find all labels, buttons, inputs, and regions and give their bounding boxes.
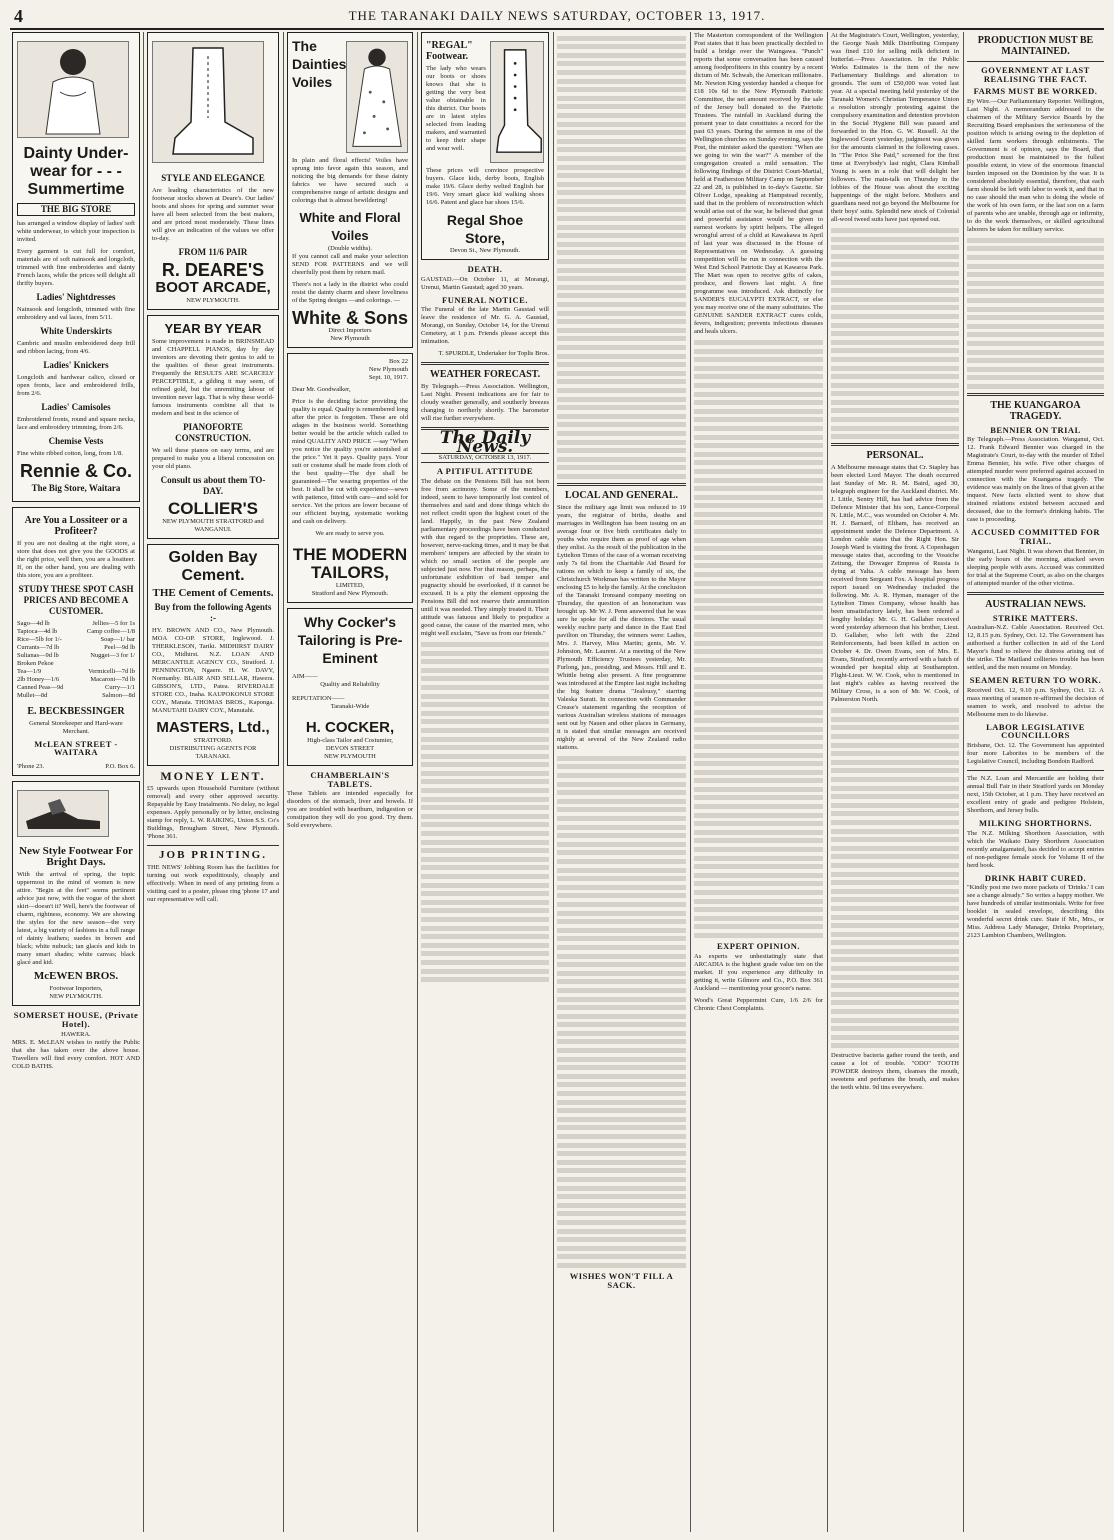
rennie-intro: has arranged a window display of ladies' soft white underwear, to which your inspection is invited. xyxy=(17,219,135,243)
price-item: Rice—5lb for 1/- xyxy=(17,635,62,643)
shoe-illustration xyxy=(17,790,109,837)
regal-store-name: Regal Shoe Store, xyxy=(446,212,524,246)
somerset-title: SOMERSET HOUSE, (Private Hotel). xyxy=(13,1010,139,1029)
local-general-heading: LOCAL AND GENERAL. xyxy=(564,489,679,501)
style-text: Are leading characteristics of the new footwear stocks shown at Deare's. Our ladies' boots and shoes for spring and summer wear have all been selected from the best makers, and are priced most moderately. These lines will give an indication of the values we offer to-day. xyxy=(152,186,274,242)
price-row xyxy=(17,636,135,644)
labor-text: Brisbane, Oct. 12. The Government has appointed four more Laborites to be members of the Legislative Council, including Bondoin Radford. xyxy=(967,742,1104,766)
column-rule xyxy=(553,32,554,1532)
colliers-location: NEW PLYMOUTH STRATFORD and WANGANUI. xyxy=(162,517,264,533)
weather-heading: WEATHER FORECAST. xyxy=(429,369,541,381)
seamen-heading: SEAMEN RETURN TO WORK. xyxy=(969,675,1102,686)
article-continuation xyxy=(831,708,959,1048)
article-continuation xyxy=(831,228,959,439)
article-continuation xyxy=(421,642,549,982)
regal-text: The lady who wears our boots or shoes knows that she is getting the very best value obtainable in this district. Our boots are in latest styles selected from leading makers, and warranted to keep their shape and wear well. xyxy=(426,65,486,152)
mcewen-name: McEWEN BROS. xyxy=(33,970,119,983)
voiles-text: In plain and floral effects! Voiles have sprung into favor again this season, and noticing the big demands for these dainty fabrics we have secured such a comprehensive range of artistic designs and colorings that is almost bewildering! xyxy=(292,157,408,204)
column-rule xyxy=(143,32,144,1532)
rennie-ad xyxy=(12,32,140,502)
personal-heading: PERSONAL. xyxy=(866,450,924,462)
column-2 xyxy=(147,32,279,1532)
rennie-intro-2: Every garment is cut full for comfort, materials are of soft nainsook and longcloth, trimmed with fine embroideries and dainty French laces, while the prices will delight all thrifty buyers. xyxy=(17,247,135,287)
death-heading: DEATH. xyxy=(467,264,503,274)
price-item: Peel—9d lb xyxy=(104,643,135,651)
price-row xyxy=(17,644,135,652)
underskirts-text: Cambric and muslin embroidered deep frill and ribbon lacing, from 4/6. xyxy=(17,339,135,355)
personal-text: A Melbourne message states that Cr. Stapley has been elected Lord Mayor. The death occurred last Sunday of Mr. R. M. Baird, aged 30, telegraph engineer for the Auckland district. Mr. J. Little, Sentry Hill, has had advice from the Defence Minister that his son, Lance-Corporal N. Little, M.C., was wounded on October 4. Mr. H. J. Barnard, of Eltham, has received an appointment under the Defence Department. A London cable states that the Right Hon. Sir Joseph Ward is visiting the front. A Copenhagen message states that, according to the Vossiche Zeitung, the Dowager Empress of Russia is dying at Yalta. A cable message has been received from Sergeant Fox. A hospital progress report issued on Wednesday included the following. Mr. A. R. Hyman, manager of the Lyttelton Times Company, whose health has been unsatisfactory lately, has been ordered a lengthy holiday. Mr. G. H. Gallaher received word yesterday afternoon that his brother, Lieut. D. Gallaher, who left with the 22nd Reinforcements, had been killed in action on October 4. Dr. Owen Evans, son of Mrs. E. Evans, Stratford, recently arrived with a batch of wounded per hospital ship at Southampton. Flight-Lieut. W. W. Cook, who is mentioned in last night's cables as having received the Military Cross, is a son of Mr. W. Cook, of Palmerston North. xyxy=(831,464,959,704)
price-item: Sultanas—9d lb xyxy=(17,651,59,659)
price-item: Currants—7d lb xyxy=(17,643,60,651)
masthead: THE TARANAKI DAILY NEWS SATURDAY, OCTOBER 13, 1917. xyxy=(348,8,766,23)
col6-text: The Masterton correspondent of the Wellington Post states that it has been practically decided to build a bridge over the Waingawa. "Punch" reports that some conversation has been caused among foodprofiteers in this country by a recent dictum of Mr. Schwab, the American millionaire. Mr. Newton King yesterday handed a cheque for £18 10s 6d to the New Plymouth Patriotic Committee, the net amount received by the sale of the Jersey bull donated to the Patriotic Trustees. The rainfall in Auckland during the present year to date constitutes a record for the past 63 years. During the sermon in one of the Wellington churches on Sunday evening, says the Post, the minister asked the question: "When are we going to win the war?" A member of the congregation created a mild sensation. The following findings of the District Court-Martial, held at Featherston Military Camp on September 22 and 28, is published in to-day's Gazette. Sir Oliver Lodge, speaking at Hampstead recently, said that in the problem of reconstruction which would arise out of the war, he believed that great and powerful assistance would be given to earnest workers by spirit helpers. The alleged wrongful arrest of a child at Kawakawa in April of last year was discussed in the House of Representatives on Wednesday. A guessing competition will be run in connection with the West End School Patriotic Day at Kawaroa Park. The Mart was open to receive gifts of cakes, produce, and flowers last night. A fine programme was introduced. Ask distinctly for SANDER'S EUCALYPTI EXTRACT, or else you may receive one of the many substitutes. The GENUINE SANDER EXTRACT cures colds, fevers, indigestion; prevents infectious diseases and heals ulcers. xyxy=(694,32,823,335)
price-item: Vermicelli—7d lb xyxy=(88,667,135,675)
price-item: Sago—4d lb xyxy=(17,619,50,627)
letter-date: Sept. 10, 1917. xyxy=(368,374,408,381)
money-lent-title: MONEY LENT. xyxy=(160,768,266,783)
modern-tailors-limited: LIMITED, xyxy=(335,582,365,589)
price-item: Camp coffee—1/8 xyxy=(86,627,135,635)
milking-text: The N.Z. Milking Shorthorn Association, with which the Waikato Dairy Shorthorn Association recently amalgamated, has decided to accept entries of non-pedigree female stock for Volume II of the herd book. xyxy=(967,829,1104,869)
chamberlain-text: These Tablets are intended especially for disorders of the stomach, liver and bowels. If you are troubled with heartburn, indigestion or constipation they will do you good. Try them. Sold everywhere. xyxy=(287,790,413,830)
consult-heading: Consult us about them TO-DAY. xyxy=(160,474,266,496)
beckbessinger-address: McLEAN STREET - WAITARA xyxy=(34,738,118,758)
page-number: 4 xyxy=(14,6,23,26)
cocker-name: H. COCKER, xyxy=(305,719,395,736)
price-row xyxy=(17,676,135,684)
column-rule xyxy=(283,32,284,1532)
rennie-sub: The Big Store, Waitara xyxy=(31,482,121,493)
bennier-text: By Telegraph.—Press Association. Wanganui, Oct. 12. Frank Edward Bennier was charged in the Magistrate's Court, to-day with the murder of Ethel Emma Bennier, his wife. Five other charges of attempted murder were preferred against accused in connection with the Kuangaroa tragedy. The evidence was mainly on the lines of that given at the inquest. New facts elicited went to show that strained relations existed between accused and deceased, due to the former's drinking habits. The case is proceeding. xyxy=(967,436,1104,524)
lady-illustration xyxy=(17,41,129,138)
voiles-text-2: If you cannot call and make your selection SEND FOR PATTERNS and we will cheerfully post them by return mail. xyxy=(292,253,408,276)
regal-store-location: Devon St., New Plymouth. xyxy=(449,247,521,254)
price-item: 2lb Honey—1/6 xyxy=(17,675,60,683)
big-store-label: THE BIG STORE xyxy=(17,203,135,216)
column-rule xyxy=(963,32,964,1532)
price-row xyxy=(17,660,135,668)
column-rule xyxy=(827,32,828,1532)
regal-title: "REGAL" Footwear. xyxy=(426,40,473,62)
article-continuation xyxy=(557,756,686,1268)
knickers-heading: Ladies' Knickers xyxy=(43,359,109,370)
year-title: YEAR BY YEAR xyxy=(164,320,262,336)
article-continuation xyxy=(694,340,823,938)
reputation-label: REPUTATION—— xyxy=(292,695,345,702)
pitiful-heading: A PITIFUL ATTITUDE xyxy=(436,466,534,477)
funeral-signature: T. SPURDLE, Undertaker for Toplis Bros. xyxy=(438,350,549,358)
deare-location: NEW PLYMOUTH. xyxy=(186,296,240,304)
farms-heading: FARMS MUST BE WORKED. xyxy=(973,86,1098,97)
drink-heading: DRINK HABIT CURED. xyxy=(984,872,1087,883)
beckbessinger-ad xyxy=(12,507,140,776)
nightdresses-heading: Ladies' Nightdresses xyxy=(36,291,116,302)
voile-dress-illustration xyxy=(346,41,408,153)
daily-news-title: The Daily News. xyxy=(439,428,531,457)
regal-ad xyxy=(421,32,549,260)
lossiteer-text: If you are not dealing at the right store, a store that does not give you the GOODS at the right price, well then, you are a lossiteer. If, on the other hand, you are dealing with this store, you are a profiteer. xyxy=(17,539,135,579)
local-general-text: Since the military age limit was reduced to 19 years, the registrar of births, deaths and marriages in Wellington has been issuing on an average four or five birth certificates daily to youths who require them as proof of age when they enlist. As the result of the publication in the Lyttelton Times of the case of a woman receiving only 7s 6d from the Charitable Aid Board for rations on which to keep a family of six, the Christchurch Workman has written to the Mayor enclosing £5 to help the family. At the conclusion of the Taranaki Ironsand company meeting on Thursday, the question of an honorarium was brought up. Mr W. J. Penn answered that he was sure he spoke for all the directors. The usual weekly euchre party and dance in the East End pavilion on Thursday, the winners were: Ladies, Mrs. J. Harvey, Miss Martin; gents, Mr. V. Johnston, Mr. Laurent. At a meeting of the New Plymouth Efficiency Trustees yesterday, Mr. Furlong, jun., presiding, and Messrs. Hill and E. Whittle being also present. A fine programme was introduced at the Empire last night including the big feature drama "Jealousy," starring Valeska Suratt. In connection with Commander Crease's statement regarding the reception of various Australian wireless stations of messages sent out by Nauen and other places in Germany, it is stated that similar messages are received nightly at several of the New Zealand radio stations. xyxy=(557,503,686,751)
from-price: FROM 11/6 PAIR xyxy=(178,246,248,257)
pitiful-text: The debate on the Pensions Bill has not been free from acrimony. Some of the members, indeed, seem to have temporarily lost control of themselves and said and done things which do not reflect credit upon the highest court of the land. Happily, in the past New Zealand parliamentary proceedings have been conducted with due regard to the proprieties. These are, however, nerve-racking times, and it may be that members' tempers are affected by the strain to which no small section of the people are subjected just now. For that reason, perhaps, the unfortunate exhibition of bad temper and pugnacity should be overlooked, if it cannot be excused. It is a pity the element opposing the Pensions Bill did not reserve their ammunition until it was needed. They simply treated it. Their attitude was fatuous and likely to prejudice a good cause, the cause of the married men, who might well exclaim, "Save us from our friends." xyxy=(421,477,549,637)
strike-heading: STRIKE MATTERS. xyxy=(992,612,1079,623)
underskirts-heading: White Underskirts xyxy=(40,325,112,336)
modern-tailors-ad xyxy=(287,353,413,603)
labor-heading: LABOR LEGISLATIVE COUNCILLORS xyxy=(986,721,1085,741)
cocker-ad xyxy=(287,608,413,766)
article-continuation xyxy=(557,36,686,479)
voiles-title: The Daintiest Voiles xyxy=(292,38,352,90)
column-6 xyxy=(694,32,823,1532)
buy-from: Buy from the following Agents :- xyxy=(154,601,272,623)
deare-name: R. DEARE'S xyxy=(161,259,265,280)
somerset-location: HAWERA. xyxy=(61,1030,91,1038)
price-item: Macaroni—7d lb xyxy=(90,675,135,683)
letter-location: New Plymouth xyxy=(368,366,408,373)
price-row xyxy=(17,652,135,660)
masters-name: MASTERS, Ltd., xyxy=(156,718,270,736)
beckbessinger-name: E. BECKBESSINGER xyxy=(27,705,125,717)
masters-location: STRATFORD. xyxy=(193,736,233,744)
camisoles-text: Embroidered fronts, round and square necks, lace and embroidery trimming, from 2/6. xyxy=(17,415,135,431)
camisoles-heading: Ladies' Camisoles xyxy=(41,401,111,412)
dainty-title: Dainty Under-wear for - - - Summertime xyxy=(23,144,129,198)
agents-list: HY. BROWN AND CO., New Plymouth. MOA CO-OP. STORE, Inglewood. J. THERKLESON, Tariki. MIDHIRST DAIRY CO., Midhirst. N.Z. LOAN AND MERCANTILE AGENCY CO., Stratford. J. PENNINGTON, Ngaere. H. W. DAVY, Normanby. BLAIR AND SELLAR, Hawera. GIBSON'S, LTD., Patea. RIVERDALE STORE CO., Inaha. KAUPOKONUI STORE COY., Manaia. THOMAS BROS., Kaponga. MANUTAHI DAIRY COY., Manutahi. xyxy=(152,626,274,714)
pianoforte-heading: PIANOFORTE CONSTRUCTION. xyxy=(175,421,251,443)
mcewen-ad xyxy=(12,781,140,1007)
lossiteer-title: Are You a Lossiteer or a Profiteer? xyxy=(24,514,128,537)
knickers-text: Longcloth and hardwear calico, closed or open fronts, lace and embroidered frills, from 2/6. xyxy=(17,373,135,397)
masters-sub: DISTRIBUTING AGENTS FOR TARANAKI. xyxy=(169,744,257,760)
column-8 xyxy=(967,32,1104,1532)
modern-tailors-location: Stratford and New Plymouth. xyxy=(311,590,389,597)
price-row xyxy=(17,684,135,692)
price-row xyxy=(17,620,135,628)
aim-label: AIM—— xyxy=(292,673,318,680)
colliers-ad xyxy=(147,315,279,539)
bennier-heading: BENNIER ON TRIAL xyxy=(990,424,1081,435)
column-rule xyxy=(690,32,691,1532)
style-title: STYLE AND ELEGANCE xyxy=(161,172,265,183)
column-5 xyxy=(557,32,686,1532)
mcewen-sub: Footwear Importers, xyxy=(49,985,103,993)
double-widths: (Double widths). xyxy=(327,245,373,252)
footwear-text: With the arrival of spring, the topic uppermost in the mind of women is new attire. "Begin at the feet" seems pertinent advice just now, with the vogue of the short skirt—doesn't it? Well, here's the footwear of charm, rightness, economy. We are showing the styles for the new season—the very latest, a big variety of fashions in a full range of dainty leathers; suedes in brown and black; white nubuck; tan glacés and kids in many smart shades; white canvas; black glacé and kid. xyxy=(17,871,135,967)
letter-salutation: Dear Mr. Goodwalker, xyxy=(292,386,351,393)
accused-text: Wanganui, Last Night. It was shown that Bennier, in the early hours of the morning, attacked seven sleeping people with axes. Accused was committed for trial at the Supreme Court, as also on the charges of attempted murder of the other victims. xyxy=(967,547,1104,587)
cement-of-cements: THE Cement of Cements. xyxy=(152,586,274,599)
chemise-text: Fine white ribbed cotton, long, from 1/8. xyxy=(17,449,123,457)
letter-close: We are ready to serve you. xyxy=(315,530,385,537)
price-item: Jellies—5 for 1s xyxy=(92,619,135,627)
price-item: Tea—1/9 xyxy=(17,667,42,675)
study-heading: STUDY THESE SPOT CASH PRICES AND BECOME A CUSTOMER. xyxy=(18,583,134,616)
rennie-name: Rennie & Co. xyxy=(19,460,132,481)
cocker-sub: High-class Tailor and Costumier, xyxy=(307,737,393,744)
deare-ad xyxy=(147,32,279,310)
masters-ad xyxy=(147,544,279,766)
chamberlain-title: CHAMBERLAIN'S TABLETS. xyxy=(310,770,390,789)
weather-text: By Telegraph.—Press Association. Wellington, Last Night. Present indications are for fair to cloudy weather generally, and southerly breezes changing to northerly shortly. The barometer will rise further everywhere. xyxy=(421,383,549,423)
job-printing-text: THE NEWS' Jobbing Room has the facilities for turning out work expeditiously, cheaply and effectively. When in need of any printing from a visiting card to a poster, please ring 'phone 17 and our representative will call. xyxy=(147,863,279,903)
funeral-text: The Funeral of the late Martin Gaustad will leave the residence of Mr. G. A. Gaustad, Morangi, on Sunday, October 14, for the Urenui Cemetery, at 1 p.m. Friends please accept this intimation. xyxy=(421,306,549,346)
letter-box: Box 22 xyxy=(389,358,408,365)
price-item: Canned Peas—9d xyxy=(17,683,64,691)
beckbessinger-phone: 'Phone 23. xyxy=(17,762,45,770)
date-line: SATURDAY, OCTOBER 13, 1917. xyxy=(421,453,549,463)
column-1 xyxy=(12,32,140,1532)
page-header xyxy=(10,6,1104,30)
nz-loan-text: The N.Z. Loan and Mercantile are holding their annual Bull Fair in their Stratford yards on Monday next, 15th October, at 1 p.m. They have received an excellent entry of grade and pedigree Holstein, Shorthorn, and Jersey bulls. xyxy=(967,775,1104,815)
australian-heading: AUSTRALIAN NEWS. xyxy=(985,598,1086,610)
death-text: GAUSTAD.—On October 11, at Morangi, Urenui, Martin Gaustad; aged 30 years. xyxy=(421,275,549,291)
year-text-2: We sell these pianos on easy terms, and are prepared to make you a liberal concession on your old piano. xyxy=(152,446,274,470)
accused-heading: ACCUSED COMMITTED FOR TRIAL. xyxy=(970,527,1101,547)
funeral-heading: FUNERAL NOTICE. xyxy=(442,294,528,305)
price-list xyxy=(17,620,135,700)
production-heading: PRODUCTION MUST BE MAINTAINED. xyxy=(977,35,1094,57)
price-item: Tapioca—4d lb xyxy=(17,627,58,635)
production-text: By Wire.—Our Parliamentary Reporter. Wellington, Last Night. A memorandum addressed to the chairmen of the Military Service Boards by the Recruiting Board emphasises the seriousness of the position which is arising owing to the depletion of skilled farm workers through enlistments. The Government is of opinion, says the Board, that production must be maintained to the fullest possible extent, in view of the enormous financial burden imposed on the Dominion by the war. It is considered absolutely essential, therefore, that each farm should be left with labor to work it, and that in no case should the man who is doing the whole of the work of his own farm, or the last son on a farm of parents who are unable, through age or infirmity, to do the work themselves, or skilled agricultural laborers be taken for military service. xyxy=(967,97,1104,233)
job-printing-title: JOB PRINTING. xyxy=(159,848,267,861)
column-3 xyxy=(287,32,413,1532)
strike-text: Australian-N.Z. Cable Association. Received Oct. 12, 8.15 p.m. Sydney, Oct. 12. The Government has authorised a further collection in aid of the Lord Mayor's fund to relieve the distress arising out of the strike. The Maitland collieries trouble has been settled, and the men resume on Monday. xyxy=(967,624,1104,672)
col7-text: At the Magistrate's Court, Wellington, yesterday, the George Nash Milk Distributing Company was fined £10 for selling milk deficient in butterfat.—Press Association. In the Public Works Estimates is the item of the new Parliamentary Buildings and alteration to grounds. The sum of £50,000 was voted last year. At a special meeting held yesterday of the Taranaki Women's Christian Temperance Union a resolution strongly protesting against the compulsory examination and detention provision in the Social Hygiene Bill was passed and forwarded to the Hon. G. W. Russell. At the Inglewood Court yesterday, judgment was given for the amounts claimed in the following cases. In "The Price She Paid," screened for the first time at Everybody's last night, Clara Kimball Young is seen in a role that will delight her followers. The main-talk on Thursday in the lobbies of the House was about the exciting happenings of the night before. Mothers and guardians need not go beyond the Melbourne for their boys' suits. Splendid new stock of Colonial all-wool tweed suits have just opened out. xyxy=(831,32,959,223)
letter-text: Price is the deciding factor providing the quality is equal. Quality is remembered long after the price is forgotten. These are old adages in the business world. Something better would be the article which called to mind QUALITY AND PRICE —say "When you notice the quality you're astonished at the price." Yet it pays. Quality pays. Your suit or costume shall be made from cloth of the best quality—The dye shall be guaranteed—The wearing properties of the best. It shall be cut with experience—sewn with patience, fitted with care—and sold for service. Yet the prices are lower because of our efficient buying, systematic working and cash on delivery. xyxy=(292,398,408,525)
article-continuation xyxy=(967,238,1104,389)
cocker-title: Why Cocker's Tailoring is Pre-Eminent xyxy=(297,614,403,666)
boot-arcade: BOOT ARCADE, xyxy=(155,278,271,296)
price-row xyxy=(17,668,135,676)
destructive-text: Destructive bacteria gather round the teeth, and cause a lot of trouble. "ODO" TOOTH POWDER destroys them, cleanses the mouth, sweetens and perfumes the breath, and makes the teeth white. 9d tins everywhere. xyxy=(831,1052,959,1091)
government-heading: GOVERNMENT AT LAST REALISING THE FACT. xyxy=(981,65,1090,84)
column-rule xyxy=(417,32,418,1532)
golden-bay-title: Golden Bay Cement. xyxy=(168,548,258,584)
modern-tailors-name: THE MODERN TAILORS, xyxy=(292,545,408,582)
nightdresses-text: Nainsook and longcloth, trimmed with fine embroidery and val laces, from 5/11. xyxy=(17,305,135,321)
expert-heading: EXPERT OPINION. xyxy=(716,940,801,951)
expert-text: As experts we unhesitatingly state that ARCADIA is the highest grade value ten on the market. If you experience any difficulty in getting it, write Gilmore and Co., P.O. Box 361 Auckland — mentioning your grocer's name. xyxy=(694,952,823,992)
column-7 xyxy=(831,32,959,1532)
footwear-title: New Style Footwear For Bright Days. xyxy=(19,845,133,869)
year-text: Some improvement is made in BRINSMEAD and CHAPPELL PIANOS, day by day inventors are devoting their genius to add to the qualities of these great instruments. Frequently the RESULTS ARE SCARCELY PERCEPTIBLE, a gilding it may seem, of refined gold, but the unremitting labour of invention never lags. That is why these world-famous instruments combine all that is modern and best in the science of xyxy=(152,337,274,417)
white-sons-sub: Direct Importers xyxy=(328,327,372,334)
white-sons-ad xyxy=(287,32,413,348)
price-item: Broken Pekoe xyxy=(17,659,54,667)
cocker-address: DEVON STREET xyxy=(325,745,375,752)
money-lent-text: £5 upwards upon Household Furniture (without removal) and every other approved security. Repayable by Easy Instalments. No delay, no legal expenses. Apply personally or by letter, enclosing stamp for reply, L. W. RAIKING, Union S.S. Co's Buildings, Brougham Street, New Plymouth. 'Phone 361. xyxy=(147,784,279,840)
cocker-location: NEW PLYMOUTH xyxy=(324,753,376,760)
milking-heading: MILKING SHORTHORNS. xyxy=(978,818,1093,829)
reputation-text: Taranaki-Wide xyxy=(330,703,370,710)
boot-illustration xyxy=(152,41,264,163)
somerset-text: MRS. E. McLEAN wishes to notify the Public that she has taken over the above house. Travellers will find every comfort. HOT AND COLD BATHS. xyxy=(12,1038,140,1070)
price-item: Salmon—8d xyxy=(102,691,135,699)
voiles-text-3: There's not a lady in the district who could resist the dainty charm and sheer loveliness of the Spring designs —and colorings. — xyxy=(292,281,408,304)
price-item: Nugget—3 for 1/ xyxy=(90,651,135,659)
beckbessinger-box: P.O. Box 6. xyxy=(105,762,135,770)
price-item: Mullet—8d xyxy=(17,691,48,699)
column-4 xyxy=(421,32,549,1532)
kuangaroa-heading: THE KUANGAROA TRAGEDY. xyxy=(990,399,1081,422)
price-item: Soap—1/ bar xyxy=(100,635,135,643)
drink-text: "Kindly post me two more packets of 'Drinks.' I can see a change already." So writes a happy mother. We have hundreds of similar testimonials. Write for free booklet in sealed envelope, describing this wonderful secret drink cure. State if Mr., Mrs., or Miss. Address Lady Manager, Drinks Proprietary, 2123 Lambton Chambers, Wellington. xyxy=(967,884,1104,940)
white-sons-location: New Plymouth xyxy=(330,335,370,342)
price-item: Curry—1/1 xyxy=(105,683,135,691)
regal-boot-illustration xyxy=(490,41,544,163)
colliers-name: COLLIER'S xyxy=(168,498,258,518)
wishes-heading: WISHES WON'T FILL A SACK. xyxy=(569,1270,674,1290)
white-sons-name: White & Sons xyxy=(292,308,408,328)
woods-text: Wood's Great Peppermint Cure, 1/6 2/6 for Chronic Chest Complaints. xyxy=(694,996,823,1012)
white-floral-title: White and Floral Voiles xyxy=(299,210,401,243)
regal-prices: These prices will convince prospective buyers. Glace kids, derby boots, English make 19/6. Glace derby welted English bar 19/6. Very smart glace kid walking shoes 16/6. Patent and glace bar shoes 15/6. xyxy=(426,167,544,206)
chemise-heading: Chemise Vests xyxy=(48,435,104,446)
price-row xyxy=(17,628,135,636)
beckbessinger-sub: General Storekeeper and Hard-ware Merchant. xyxy=(29,719,123,735)
seamen-text: Received Oct. 12, 9.10 p.m. Sydney, Oct. 12. A mass meeting of seamen re-affirmed the decision of seamen to work, and resolved to advise the Melbourne men to do likewise. xyxy=(967,686,1104,718)
price-row xyxy=(17,692,135,700)
mcewen-location: NEW PLYMOUTH. xyxy=(49,993,103,1001)
aim-text: Quality and Reliability xyxy=(320,681,380,688)
